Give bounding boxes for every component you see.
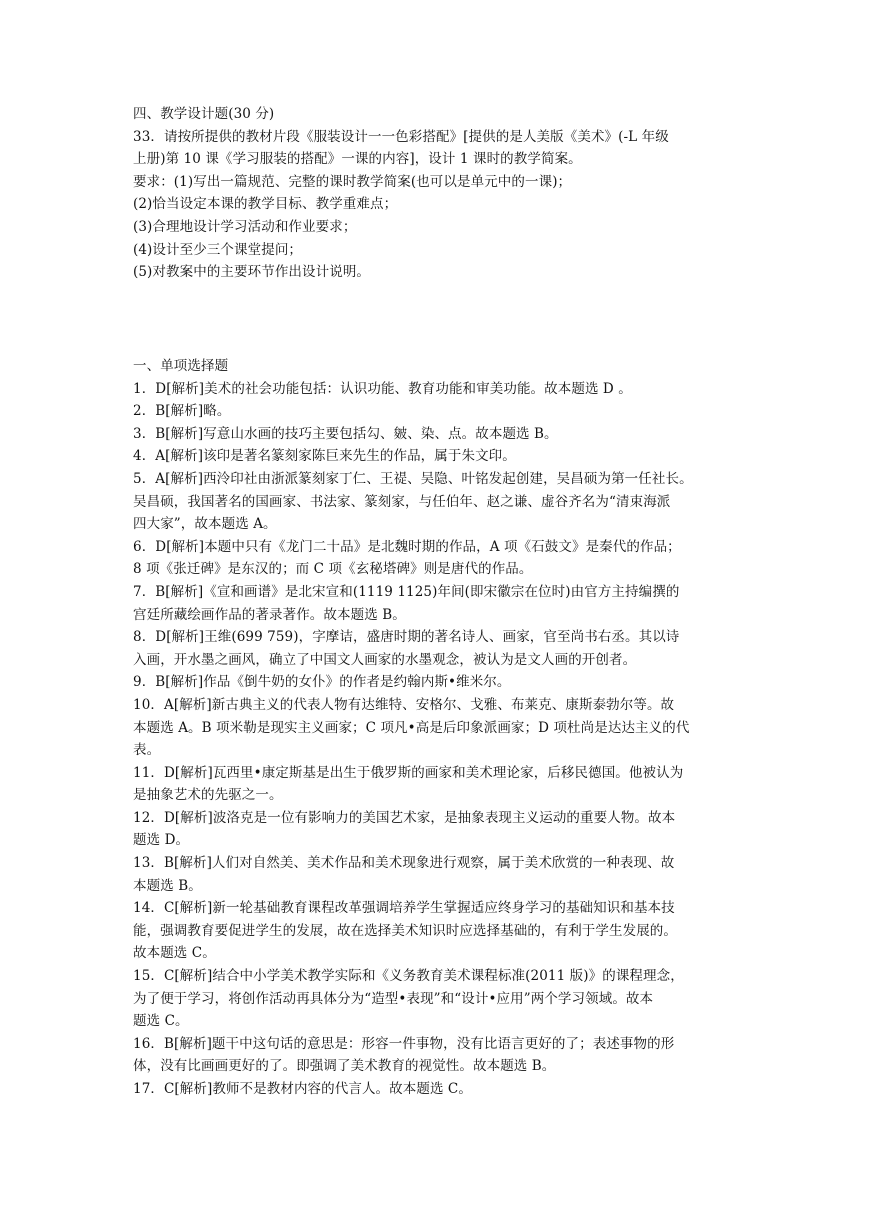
answer-line: 体，没有比画画更好的了。即强调了美术教育的视觉性。故本题选 B。 [133, 1058, 556, 1075]
answer-line: 宫廷所藏绘画作品的著录著作。故本题选 B。 [133, 606, 406, 623]
answer-line: 1．D[解析]美术的社会功能包括：认识功能、教育功能和审美功能。故本题选 D 。 [133, 380, 632, 397]
answer-line: 故本题选 C。 [133, 945, 216, 962]
answer-line: 16．B[解析]题干中这句话的意思是：形容一件事物，没有比语言更好的了；表述事物的形 [133, 1035, 675, 1052]
answer-line: 能，强调教育要促进学生的发展，故在选择美术知识时应选择基础的，有利于学生发展的。 [133, 922, 677, 939]
answer-line: 吴昌硕，我国著名的国画家、书法家、篆刻家，与任伯年、赵之谦、虚谷齐名为“清束海派 [133, 493, 671, 510]
answer-line: 2．B[解析]略。 [133, 403, 231, 420]
answer-line: 本题选 B。 [133, 877, 202, 894]
question-line: 上册)第 10 课《学习服装的搭配》一课的内容]，设计 1 课时的教学简案。 [133, 151, 582, 168]
answer-line: 10．A[解析]新古典主义的代表人物有达维特、安格尔、戈雅、布莱克、康斯泰勃尔等。故 [133, 696, 675, 713]
answer-line: 7．B[解析]《宣和画谱》是北宋宣和(1119 1125)年间(即宋徽宗在位时)由官方主持编撰的 [133, 583, 680, 600]
answer-line: 题选 D。 [133, 832, 190, 849]
answer-line: 8．D[解析]王维(699 759)，字摩诘，盛唐时期的著名诗人、画家，官至尚书右丞。其以诗 [133, 629, 680, 646]
section-heading: 四、教学设计题(30 分) [133, 106, 275, 122]
answer-line: 为了便于学习，将创作活动再具体分为“造型•表现”和“设计•应用”两个学习领域。故本 [133, 990, 654, 1007]
answer-line: 9．B[解析]作品《倒牛奶的女仆》的作者是约翰内斯•维米尔。 [133, 674, 511, 691]
answer-line: 14．C[解析]新一轮基础教育课程改革强调培养学生掌握适应终身学习的基础知识和基本技 [133, 900, 675, 917]
answer-line: 表。 [133, 742, 161, 759]
requirement-line: (4)设计至少三个课堂提问； [133, 241, 303, 258]
answer-line: 4．A[解析]该印是著名篆刻家陈巨来先生的作品，属于朱文印。 [133, 448, 516, 465]
answer-line: 12．D[解析]波洛克是一位有影响力的美国艺术家，是抽象表现主义运动的重要人物。故本 [133, 809, 676, 826]
answer-line: 8 项《张迁碑》是东汉的；而 C 项《玄秘塔碑》则是唐代的作品。 [133, 561, 533, 578]
section-teaching-design [133, 103, 745, 284]
answer-line: 入画，开水墨之画风，确立了中国文人画家的水墨观念，被认为是文人画的开创者。 [133, 651, 637, 668]
answer-line: 11．D[解析]瓦西里•康定斯基是出生于俄罗斯的画家和美术理论家，后移民德国。他被认为 [133, 764, 684, 781]
answer-line: 3．B[解析]写意山水画的技巧主要包括勾、皴、染、点。故本题选 B。 [133, 425, 558, 442]
answer-line: 17．C[解析]教师不是教材内容的代言人。故本题选 C。 [133, 1081, 472, 1097]
requirement-line: 要求：(1)写出一篇规范、完整的课时教学简案(也可以是单元中的一课)； [133, 173, 572, 190]
answer-line: 15．C[解析]结合中小学美术教学实际和《义务教育美术课程标准(2011 版)》的课程理念， [133, 968, 684, 985]
answer-line: 5．A[解析]西泠印社由浙派篆刻家丁仁、王禔、吴隐、叶铭发起创建，吴昌硕为第一任社长。 [133, 470, 693, 487]
answer-line: 13．B[解析]人们对自然美、美术作品和美术现象进行观察，属于美术欣赏的一种表现、故 [133, 855, 675, 872]
requirement-line: (5)对教案中的主要环节作出设计说明。 [133, 264, 371, 281]
answer-line: 是抽象艺术的先驱之一。 [133, 787, 283, 804]
answer-line: 本题选 A。B 项米勒是现实主义画家；C 项凡•高是后印象派画家；D 项杜尚是达达主义的代 [133, 719, 690, 736]
requirement-line: (3)合理地设计学习活动和作业要求； [133, 218, 357, 235]
answer-line: 题选 C。 [133, 1013, 189, 1030]
question-line: 33．请按所提供的教材片段《服装设计一一色彩搭配》[提供的是人美版《美术》(-L 年级 [133, 128, 669, 145]
section-heading: 一、单项选择题 [133, 358, 229, 374]
requirement-line: (2)恰当设定本课的教学目标、教学重难点； [133, 196, 398, 213]
answer-line: 四大家”，故本题选 A。 [133, 516, 277, 533]
answer-line: 6．D[解析]本题中只有《龙门二十品》是北魏时期的作品，A 项《石鼓文》是秦代的作品； [133, 538, 681, 555]
section-answers [133, 355, 745, 1101]
